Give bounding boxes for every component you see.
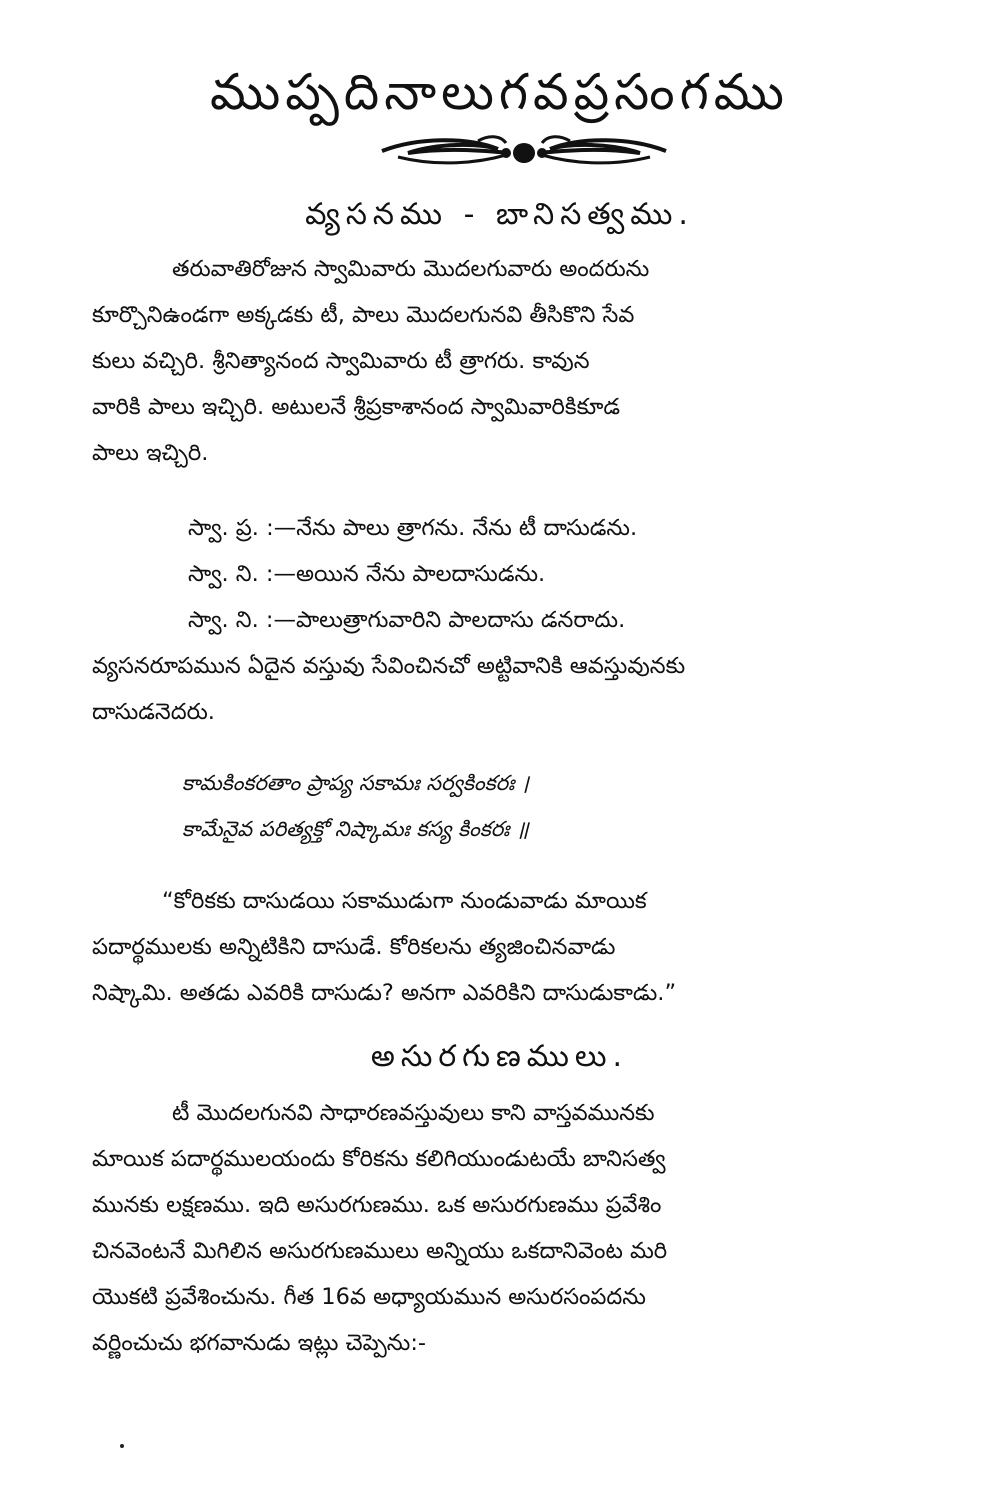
ornament-divider-icon [378,133,670,169]
dialogue-block [92,505,930,735]
text-line: వ్యసనరూపమున ఏదైన వస్తువు సేవించినచో అట్టివానికి ఆవస్తువునకు [92,653,686,679]
verse-line: కామేనైవ పరిత్యక్తో నిష్కామః కస్య కింకరః ॥ [182,817,529,841]
text-line: వారికి పాలు ఇచ్చిరి. అటులనే శ్రీప్రకాశానంద స్వామివారికికూడ [92,394,621,420]
dialogue-line: స్వా. ని. :—అయిన నేను పాలదాసుడను. [188,561,546,587]
paragraph-intro [92,246,930,476]
dialogue-line: స్వా. ప్ర. :—నేను పాలు త్రాగను. నేను టీ దాసుడను. [188,515,638,541]
paragraph-asura [92,1090,930,1366]
text-line: పాలు ఇచ్చిరి. [92,440,209,466]
text-line: తరువాతిరోజున స్వామివారు మొదలగువారు అందరును [172,256,650,282]
text-line: నిష్కామి. అతడు ఎవరికి దాసుడు? అనగా ఎవరికిని దాసుడుకాడు.” [92,980,677,1006]
text-line: కులు వచ్చిరి. శ్రీనిత్యానంద స్వామివారు టీ త్రాగరు. కావున [92,348,590,374]
text-line: యొకటి ప్రవేశించును. గీత 16వ అధ్యాయమున అసురసంపదను [92,1284,646,1310]
text-line: చినవెంటనే మిగిలిన అసురగుణములు అన్నియు ఒకదానివెంట మరి [92,1238,668,1264]
section-heading-asura-qualities: అసురగుణములు. [370,1039,629,1074]
text-line: “కోరికకు దాసుడయి సకాముడుగా నుండువాడు మాయిక [162,888,647,914]
text-line: మాయిక పదార్థములయందు కోరికను కలిగియుండుటయే బానిసత్వ [92,1146,666,1172]
section-heading-addiction: వ్యసనము - బానిసత్వము. [305,197,694,232]
text-line: పదార్థములకు అన్నిటికిని దాసుడే. కోరికలను త్యజించినవాడు [92,934,616,960]
text-line: మునకు లక్షణము. ఇది అసురగుణము. ఒక అసురగుణము ప్రవేశిం [92,1192,662,1218]
sanskrit-verse [92,760,930,852]
text-line: టీ మొదలగునవి సాధారణవస్తువులు కాని వాస్తవమునకు [172,1100,655,1126]
print-speck [120,1444,124,1448]
text-line: వర్ణించుచు భగవానుడు ఇట్లు చెప్పెను:- [92,1330,427,1356]
page-title: ముప్పదినాలుగవప్రసంగము [210,63,789,121]
verse-translation [92,878,930,1016]
dialogue-line: స్వా. ని. :—పాలుత్రాగువారిని పాలదాసు డనరాదు. [188,607,626,633]
text-line: దాసుడనెదరు. [92,699,215,725]
text-line: కూర్చొనిఉండగా అక్కడకు టీ, పాలు మొదలగునవి తీసికొని సేవ [92,302,635,328]
verse-line: కామకింకరతాం ప్రాప్య సకామః సర్వకింకరః । [182,771,529,795]
